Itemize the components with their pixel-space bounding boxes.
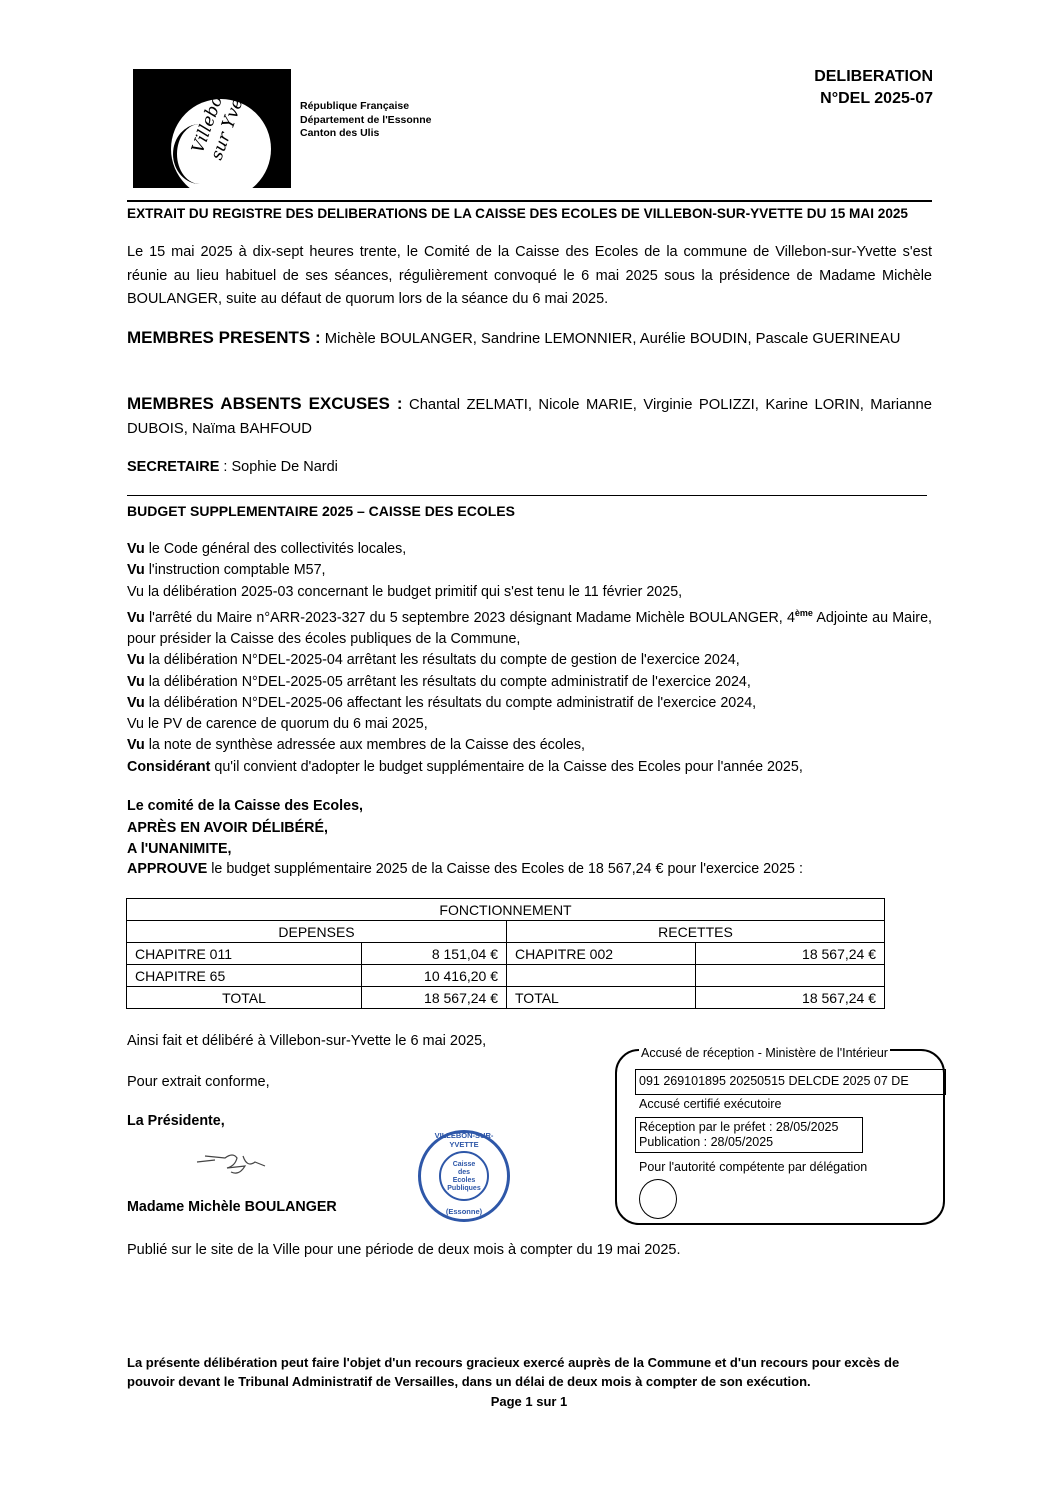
decision-block <box>127 796 363 861</box>
absent-members <box>127 392 932 441</box>
dep-value: 10 416,20 € <box>362 965 507 987</box>
seal-inner-ring <box>439 1151 489 1201</box>
stamp-autorite: Pour l'autorité compétente par délégation <box>639 1160 868 1174</box>
absent-label: MEMBRES ABSENTS EXCUSES : <box>127 394 403 413</box>
deliberation-header <box>814 66 933 110</box>
rec-value <box>696 965 885 987</box>
approve-text: le budget supplémentaire 2025 de la Caisse des Ecoles de 18 567,24 € pour l'exercice 2025 : <box>211 861 803 877</box>
approve-line <box>127 861 803 877</box>
vu-list <box>127 539 932 778</box>
present-label: MEMBRES PRESENTS : <box>127 328 321 347</box>
footer-notice: La présente délibération peut faire l'objet d'un recours gracieux exercé auprès de la Commune et d'un recours pour excès de pouvoir devant le Tribunal Administratif de Versailles, dans un délai de deux mois à compter de son exécution. <box>127 1355 900 1389</box>
approve-label: APPROUVE <box>127 861 208 877</box>
intro-paragraph: Le 15 mai 2025 à dix-sept heures trente, le Comité de la Caisse des Ecoles de la commune de Villebon-sur-Yvette s'est réunie au lieu habituel de ses séances, régulièrement convoqué le 6 mai 2025 sous la présidence de Madame Michèle BOULANGER, suite au défaut de quorum lors de la séance du 6 mai 2025. <box>127 244 932 307</box>
stamp-reception: Réception par le préfet : 28/05/2025 <box>639 1120 839 1134</box>
table-title-row <box>127 899 885 921</box>
dep-total-value: 18 567,24 € <box>362 987 507 1009</box>
extract-title: EXTRAIT DU REGISTRE DES DELIBERATIONS DE LA CAISSE DES ECOLES DE VILLEBON-SUR-YVETTE DU 15 MAI 2025 <box>127 206 908 221</box>
depenses-header: DEPENSES <box>127 921 507 943</box>
secretary-label: SECRETAIRE <box>127 459 220 475</box>
stamp-ref: 091 269101895 20250515 DELCDE 2025 07 DE <box>639 1074 909 1088</box>
pour-extrait: Pour extrait conforme, <box>127 1074 270 1090</box>
vu-item: Vu l'arrêté du Maire n°ARR-2023-327 du 5 septembre 2023 désignant Madame Michèle BOULANGER, 4ème Adjointe au Maire, pour présider la Caisse des écoles publiques de la Commune, <box>127 607 932 647</box>
table-row <box>127 965 885 987</box>
present-members <box>127 326 932 352</box>
publication-note: Publié sur le site de la Ville pour une période de deux mois à compter du 19 mai 2025. <box>127 1242 681 1258</box>
present-names: Michèle BOULANGER, Sandrine LEMONNIER, Aurélie BOUDIN, Pascale GUERINEAU <box>324 331 901 347</box>
stamp-certifie: Accusé certifié exécutoire <box>639 1097 782 1111</box>
absent-names: Chantal ZELMATI, Nicole MARIE, Virginie POLIZZI, Karine LORIN, Marianne DUBOIS, Naïma BAHFOUD <box>127 397 932 437</box>
vu-item: Vu la note de synthèse adressée aux membres de la Caisse des écoles, <box>127 737 586 754</box>
secretary-name: : Sophie De Nardi <box>223 459 338 475</box>
seal-arc-bottom: (Essonne) <box>445 1207 483 1216</box>
stamp-publication: Publication : 28/05/2025 <box>639 1135 774 1149</box>
signature <box>195 1148 270 1178</box>
vu-item: Vu la délibération N°DEL-2025-06 affectant les résultats du compte administratif de l'exercice 2024, <box>127 694 757 711</box>
marianne-seal-icon <box>639 1179 677 1219</box>
stamp-title: Accusé de réception - Ministère de l'Intérieur <box>641 1046 888 1060</box>
signer-name: Madame Michèle BOULANGER <box>127 1199 337 1215</box>
seal-center-text: Caisse des Ecoles Publiques <box>447 1161 481 1192</box>
deliberation-label: DELIBERATION <box>814 68 933 85</box>
vu-item: Vu l'instruction comptable M57, <box>127 562 326 579</box>
secretary <box>127 459 338 475</box>
ainsi-fait: Ainsi fait et délibéré à Villebon-sur-Yvette le 6 mai 2025, <box>127 1033 487 1049</box>
header-divider <box>127 200 932 202</box>
seal-arc-top: VILLEBON-SUR-YVETTE <box>434 1131 494 1149</box>
official-seal <box>418 1130 510 1222</box>
rec-value: 18 567,24 € <box>696 943 885 965</box>
vu-item: Vu le Code général des collectivités locales, <box>127 541 407 557</box>
vu-item: Vu la délibération N°DEL-2025-05 arrêtant les résultats du compte administratif de l'exercice 2024, <box>127 673 751 690</box>
vu-item: Vu la délibération 2025-03 concernant le budget primitif qui s'est tenu le 11 février 2025, <box>127 583 683 600</box>
rec-label: CHAPITRE 002 <box>507 943 696 965</box>
table-header-row <box>127 921 885 943</box>
dep-value: 8 151,04 € <box>362 943 507 965</box>
rec-total-value: 18 567,24 € <box>696 987 885 1009</box>
dep-label: CHAPITRE 011 <box>127 943 362 965</box>
section-divider <box>127 495 927 496</box>
table-total-row <box>127 987 885 1009</box>
logo-text: Villebon sur Yvette <box>188 73 256 163</box>
institution-line: République Française <box>300 100 410 112</box>
budget-table <box>126 898 885 1009</box>
institution-block <box>300 100 431 141</box>
institution-line: Canton des Ulis <box>300 127 380 139</box>
budget-title: BUDGET SUPPLEMENTAIRE 2025 – CAISSE DES ECOLES <box>127 503 515 519</box>
recettes-header: RECETTES <box>507 921 885 943</box>
rec-total-label: TOTAL <box>507 987 696 1009</box>
presidente-label: La Présidente, <box>127 1113 225 1129</box>
municipal-logo <box>133 69 291 188</box>
table-title: FONCTIONNEMENT <box>127 899 885 921</box>
vu-item: Considérant qu'il convient d'adopter le budget supplémentaire de la Caisse des Ecoles pour l'année 2025, <box>127 758 803 775</box>
rec-label <box>507 965 696 987</box>
stamp-ref-box <box>635 1069 946 1095</box>
institution-line: Département de l'Essonne <box>300 113 432 126</box>
dep-label: CHAPITRE 65 <box>127 965 362 987</box>
decision-line: A l'UNANIMITE, <box>127 841 232 857</box>
table-row <box>127 943 885 965</box>
deliberation-number: N°DEL 2025-07 <box>820 90 933 107</box>
stamp-dates-box <box>635 1117 863 1153</box>
acknowledgement-stamp <box>615 1046 945 1225</box>
vu-item: Vu le PV de carence de quorum du 6 mai 2025, <box>127 716 428 733</box>
vu-item: Vu la délibération N°DEL-2025-04 arrêtant les résultats du compte de gestion de l'exercice 2024, <box>127 652 740 669</box>
decision-line: APRÈS EN AVOIR DÉLIBÉRÉ, <box>127 819 328 836</box>
dep-total-label: TOTAL <box>127 987 362 1009</box>
page-number: Page 1 sur 1 <box>490 1394 568 1409</box>
decision-line: Le comité de la Caisse des Ecoles, <box>127 798 364 814</box>
